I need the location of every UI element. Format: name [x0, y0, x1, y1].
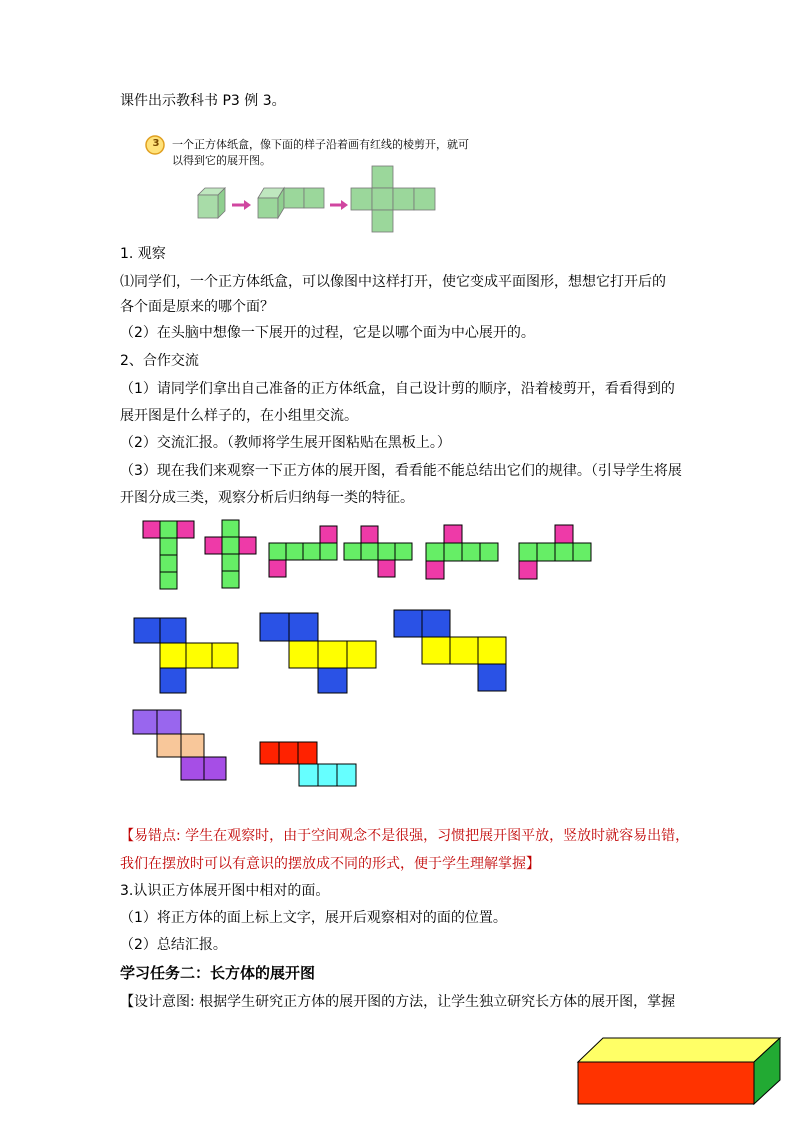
example-text-2: 以得到它的展开图。	[172, 154, 271, 167]
text-line-error-2: 我们在摆放时可以有意识的摆放成不同的形式，便于学生理解掌握】	[120, 856, 540, 872]
text-line-13: 3.认识正方体展开图中相对的面。	[120, 883, 330, 899]
text-line-10: 开图分成三类，观察分析后归纳每一类的特征。	[120, 490, 414, 506]
text-line-15: （2）总结汇报。	[120, 937, 227, 953]
example-number: 3	[152, 138, 160, 149]
text-line-2: ⑴同学们，一个正方体纸盒，可以像图中这样打开，使它变成平面图形，想想它打开后的	[120, 274, 666, 290]
text-line-17: 【设计意图: 根据学生研究正方体的展开图的方法，让学生独立研究长方体的展开图，掌握	[120, 994, 676, 1010]
text-line-6: （1）请同学们拿出自己准备的正方体纸盒，自己设计剪的顺序，沿着棱剪开，看看得到的	[120, 381, 675, 397]
text-line-4: （2）在头脑中想像一下展开的过程，它是以哪个面为中心展开的。	[120, 325, 535, 341]
text-line-observe: 1. 观察	[120, 246, 166, 262]
section-heading: 学习任务二：长方体的展开图	[120, 964, 316, 982]
text-line-error-1: 【易错点: 学生在观察时，由于空间观念不是很强，习惯把展开图平放，竖放时就容易出错，	[120, 828, 690, 844]
text-line-7: 展开图是什么样子的，在小组里交流。	[120, 408, 358, 424]
text-line-intro: 课件出示教科书 P3 例 3。	[120, 93, 286, 109]
text-line-3: 各个面是原来的哪个面？	[120, 299, 274, 315]
text-line-9: （3）现在我们来观察一下正方体的展开图，看看能不能总结出它们的规律。（引导学生将展	[120, 463, 682, 479]
text-line-8: （2）交流汇报。（教师将学生展开图粘贴在黑板上。）	[120, 435, 451, 451]
text-line-14: （1）将正方体的面上标上文字，展开后观察相对的面的位置。	[120, 910, 507, 926]
text-line-cooperate: 2、合作交流	[120, 353, 199, 369]
example-text-1: 一个正方体纸盒，像下面的样子沿着画有红线的棱剪开，就可	[172, 138, 469, 151]
